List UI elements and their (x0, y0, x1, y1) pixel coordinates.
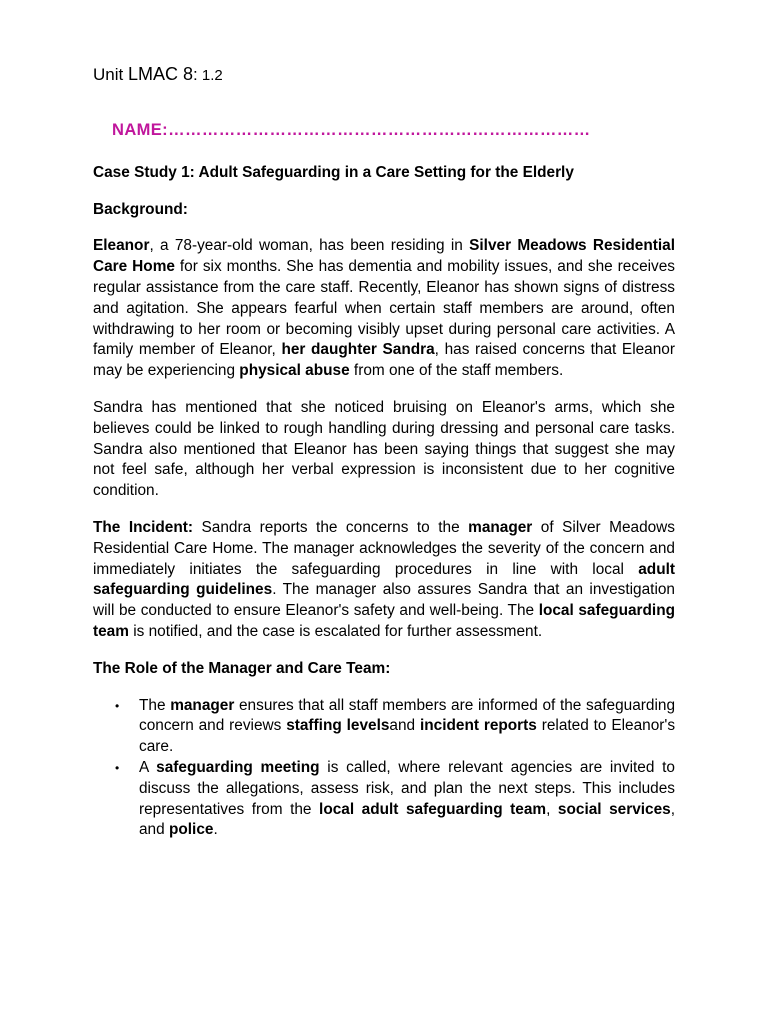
text-run: . The manager also assures Sandra that an investigation will be conducted to ensure Eleanor's safety and well-being. The (93, 581, 675, 620)
bold-text-run: her daughter Sandra (281, 341, 435, 359)
list-item-text (139, 697, 675, 756)
bullet-icon: • (115, 698, 120, 713)
bold-text-run: adult safeguarding guidelines (93, 560, 675, 599)
text-run: , and (139, 800, 676, 839)
role-heading: The Role of the Manager and Care Team: (93, 659, 391, 677)
list-item (115, 758, 676, 841)
text-run: Sandra reports the concerns to the (193, 518, 469, 536)
bold-text-run: local safeguarding team (93, 602, 675, 640)
bold-text-run: staffing levels (286, 717, 390, 735)
unit-prefix: Unit (93, 65, 128, 84)
role-list (93, 696, 675, 842)
name-field: NAME:………………………………………………………………… (112, 121, 591, 139)
document-body (93, 62, 675, 841)
text-run: of Silver Meadows Residential Care Home. The manager acknowledges the severity of the concern and immediately initiates the safeguarding procedures in line with local (93, 518, 675, 578)
list-item-text (139, 759, 675, 838)
bold-text-run: Silver Meadows Residential Care Home (93, 237, 675, 276)
bold-text-run: police (168, 821, 214, 839)
background-heading: Background: (93, 200, 188, 218)
text-run: A (139, 758, 157, 776)
bold-text-run: local adult safeguarding team (319, 800, 547, 818)
background-paragraph (93, 236, 675, 382)
text-run: and (389, 717, 420, 735)
bold-text-run: safeguarding meeting (156, 758, 320, 776)
bold-text-run: Eleanor (93, 237, 150, 255)
unit-heading (93, 62, 675, 88)
bold-text-run: manager (170, 696, 235, 714)
list-item (115, 696, 676, 758)
text-run: for six months. She has dementia and mobility issues, and she receives regular assistance from the care staff. Recently, Eleanor has shown signs of distress and agitation. She appears fearful when certain staff members are around, often withdrawing to her room or becoming visibly upset during personal care activities. A family member of Eleanor, (93, 258, 675, 359)
bold-text-run: incident reports (419, 717, 537, 735)
text-run: . (213, 821, 218, 839)
unit-code: LMAC 8 (127, 64, 193, 84)
unit-number: 1.2 (197, 67, 223, 84)
text-run: is called, where relevant agencies are invited to discuss the allegations, assess risk, and plan the next steps. This includes representatives from the (139, 758, 675, 818)
text-run: The (139, 696, 171, 714)
bold-text-run: manager (468, 518, 533, 536)
incident-paragraph (93, 518, 675, 643)
text-run: , a 78-year-old woman, has been residing in (149, 237, 470, 255)
text-run: , has raised concerns that Eleanor may be experiencing (93, 341, 675, 380)
case-study-title: Case Study 1: Adult Safeguarding in a Care Setting for the Elderly (93, 163, 574, 181)
text-run: related to Eleanor's care. (139, 717, 676, 756)
bruising-paragraph: Sandra has mentioned that she noticed bruising on Eleanor's arms, which she believes could be linked to rough handling during dressing and personal care tasks. Sandra also mentioned that Eleanor has been saying things that suggest she may not feel safe, although her verbal expression is inconsistent due to her cognitive condition. (93, 398, 675, 500)
unit-colon: : (193, 65, 198, 84)
bold-text-run: The Incident: (93, 518, 193, 536)
text-run: ensures that all staff members are informed of the safeguarding concern and reviews (139, 696, 676, 735)
text-run: is notified, and the case is escalated for further assessment. (128, 622, 543, 640)
bullet-icon: • (115, 760, 120, 775)
bold-text-run: social services (557, 800, 671, 818)
text-run: from one of the staff members. (349, 362, 564, 380)
bold-text-run: physical abuse (239, 362, 350, 380)
text-run: , (546, 800, 558, 818)
